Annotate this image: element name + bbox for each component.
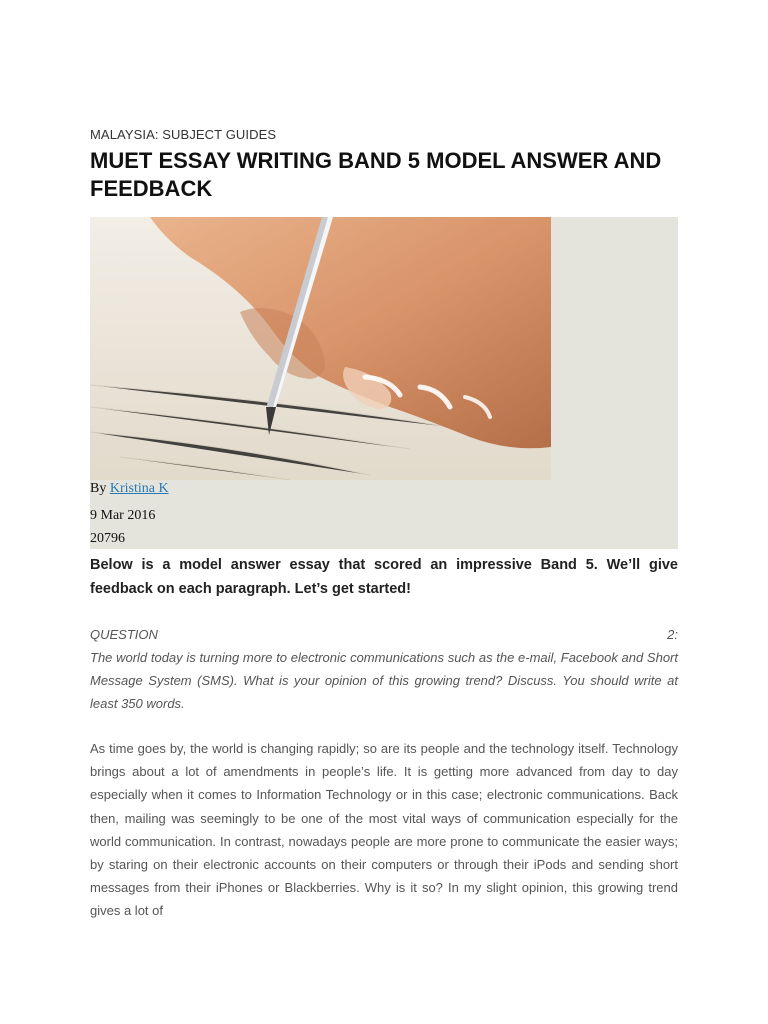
question-label: QUESTION [90,627,158,642]
question-header [90,624,678,646]
hand-writing-photo [90,217,551,480]
byline [90,481,169,497]
question-text: The world today is turning more to electronic communications such as the e-mail, Facebook and Short Message System (SMS). What is your opinion of this growing trend? Discuss. You should write at least 350 words. [90,650,678,711]
lead-paragraph: Below is a model answer essay that scored an impressive Band 5. We’ll give feedback on each paragraph. Let’s get started! [90,557,678,597]
view-count: 20796 [90,531,125,546]
article-title: MUET ESSAY WRITING BAND 5 MODEL ANSWER AND FEEDBACK [90,148,662,201]
publish-date: 9 Mar 2016 [90,508,156,523]
hero-image-panel [90,217,678,549]
author-link[interactable]: Kristina K [109,481,169,496]
essay-paragraph: As time goes by, the world is changing rapidly; so are its people and the technology itself. Technology brings about a lot of amendments in people’s life. It is getting more advanced from day to day especially when it comes to Information Technology or in this case; electronic communications. Back then, mailing was seemingly to be one of the most vital ways of communication especially for the world communication. In contrast, nowadays people are more prone to communicate the easier ways; by staring on their electronic accounts on their computers or through their iPods and sending short messages from their iPhones or Blackberries. Why is it so? In my slight opinion, this growing trend gives a lot of [90,741,678,919]
category-kicker: MALAYSIA: SUBJECT GUIDES [90,127,277,142]
byline-prefix: By [90,481,110,496]
hand-writing-illustration [90,217,551,480]
question-number: 2: [667,627,678,642]
